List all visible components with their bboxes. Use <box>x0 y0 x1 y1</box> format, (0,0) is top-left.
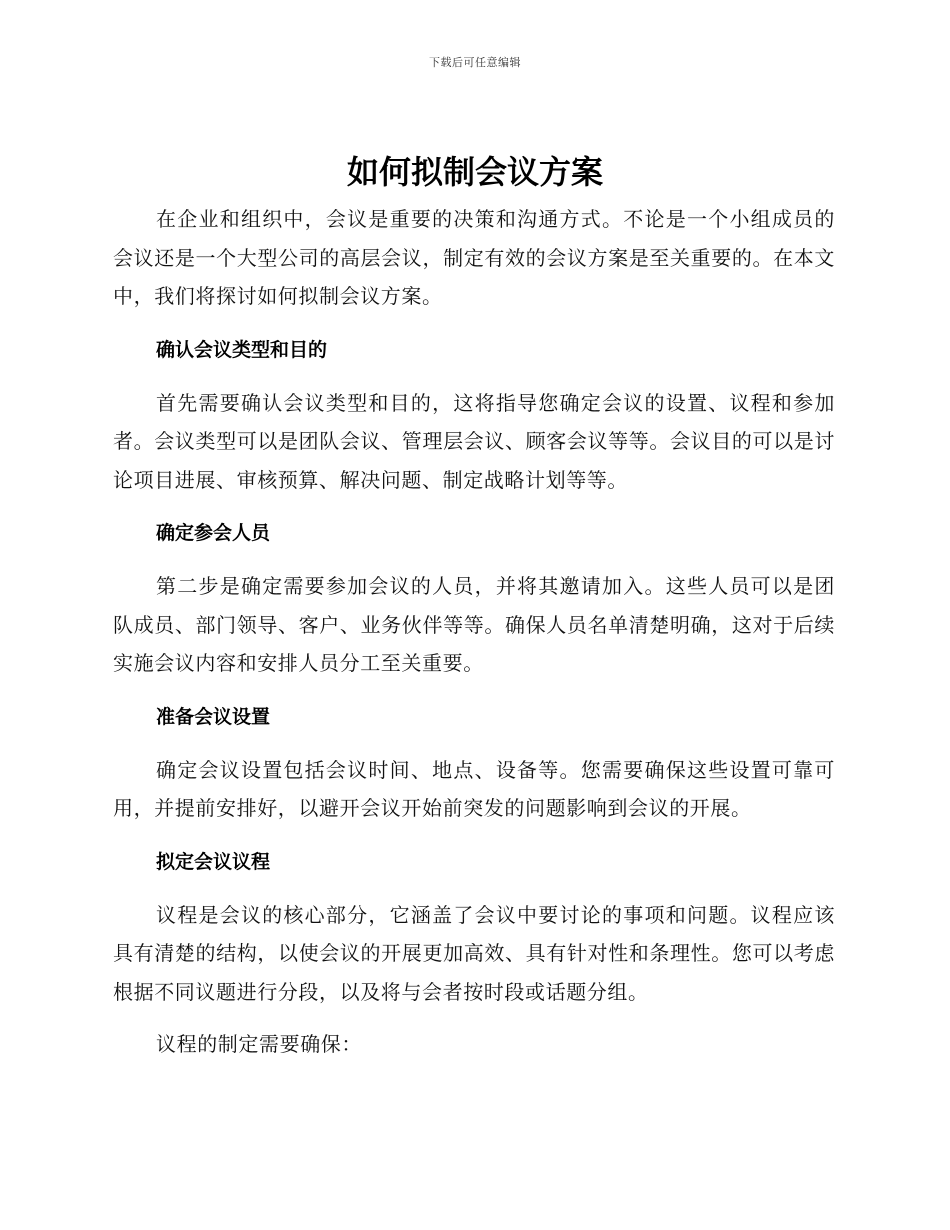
paragraph-attendees: 第二步是确定需要参加会议的人员，并将其邀请加入。这些人员可以是团队成员、部门领导、客户、业务伙伴等等。确保人员名单清楚明确，这对于后续实施会议内容和安排人员分工至关重要。 <box>113 574 835 675</box>
paragraph-agenda: 议程是会议的核心部分，它涵盖了会议中要讨论的事项和问题。议程应该具有清楚的结构，以使会议的开展更加高效、具有针对性和条理性。您可以考虑根据不同议题进行分段，以及将与会者按时段或话题分组。 <box>113 902 835 1004</box>
paragraph-agenda-requirements: 议程的制定需要确保： <box>156 1032 362 1056</box>
document-body <box>113 200 835 1078</box>
section-heading-confirm-type: 确认会议类型和目的 <box>156 338 328 361</box>
paragraph-settings: 确定会议设置包括会议时间、地点、设备等。您需要确保这些设置可靠可用，并提前安排好，以避开会议开始前突发的问题影响到会议的开展。 <box>113 757 835 820</box>
section-heading-agenda: 拟定会议议程 <box>156 850 271 873</box>
section-heading-settings: 准备会议设置 <box>156 705 271 728</box>
section-heading-attendees: 确定参会人员 <box>156 522 271 544</box>
document-title: 如何拟制会议方案 <box>346 153 603 191</box>
paragraph-intro: 在企业和组织中，会议是重要的决策和沟通方式。不论是一个小组成员的会议还是一个大型公司的高层会议，制定有效的会议方案是至关重要的。在本文中，我们将探讨如何拟制会议方案。 <box>113 207 835 308</box>
paragraph-confirm-type: 首先需要确认会议类型和目的，这将指导您确定会议的设置、议程和参加者。会议类型可以是团队会议、管理层会议、顾客会议等等。会议目的可以是讨论项目进展、审核预算、解决问题、制定战略计划等等。 <box>113 390 835 492</box>
header-note: 下载后可任意编辑 <box>429 56 521 69</box>
